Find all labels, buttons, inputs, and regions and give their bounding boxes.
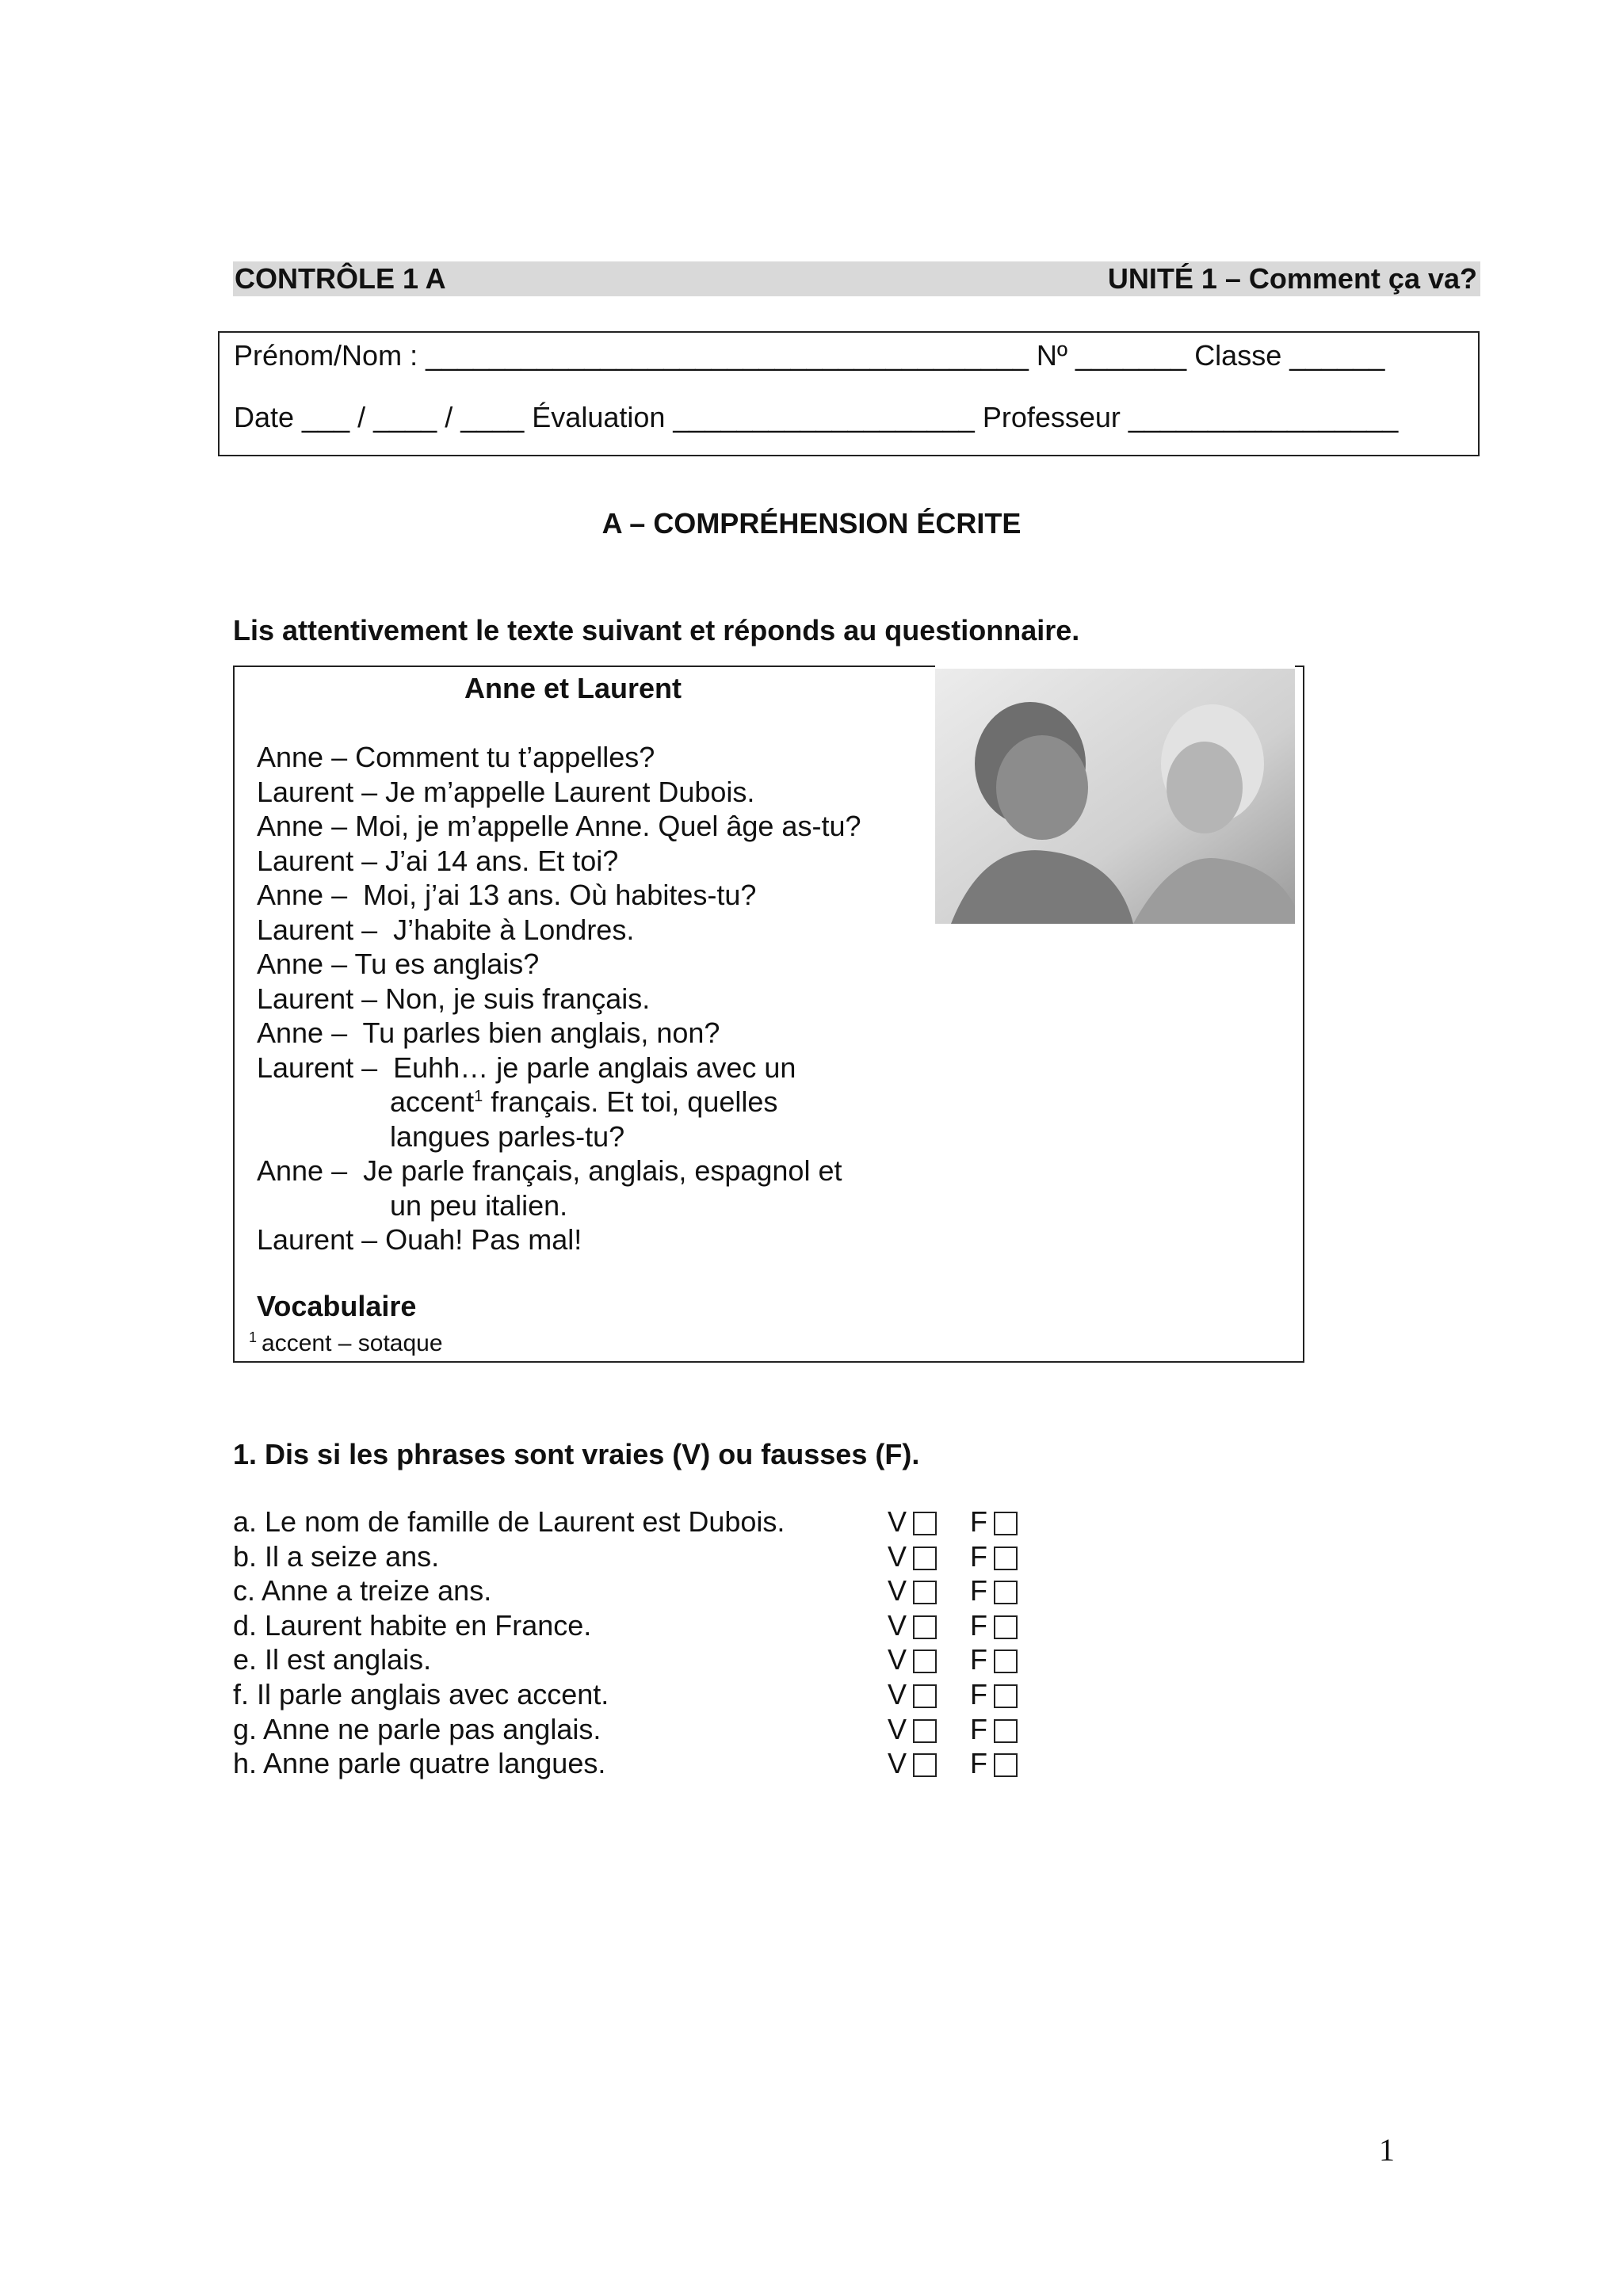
dialogue-line: Anne – Moi, j’ai 13 ans. Où habites-tu? xyxy=(257,879,757,911)
f-label: F xyxy=(970,1643,987,1676)
reading-text-box xyxy=(233,666,1304,1363)
true-option xyxy=(888,1609,937,1642)
v-label: V xyxy=(888,1505,907,1538)
unit-title: UNITÉ 1 – Comment ça va? xyxy=(1107,262,1477,295)
false-checkbox[interactable] xyxy=(994,1684,1018,1708)
test-title: CONTRÔLE 1 A xyxy=(235,262,446,295)
question-text: g. Anne ne parle pas anglais. xyxy=(233,1712,601,1745)
false-option xyxy=(970,1609,1018,1642)
f-label: F xyxy=(970,1608,987,1642)
date-line: Date ___ / ____ / ____ Évaluation ___________________ Professeur _________________ xyxy=(234,401,1399,433)
false-checkbox[interactable] xyxy=(994,1512,1018,1535)
dialogue-line: Laurent – J’habite à Londres. xyxy=(257,913,635,946)
question-text: h. Anne parle quatre langues. xyxy=(233,1747,606,1780)
v-label: V xyxy=(888,1539,907,1573)
instruction: Lis attentivement le texte suivant et réponds au questionnaire. xyxy=(233,614,1080,646)
v-label: V xyxy=(888,1608,907,1642)
dialogue xyxy=(257,740,861,1257)
true-option xyxy=(888,1574,937,1608)
page-number: 1 xyxy=(1379,2132,1395,2168)
dialogue-line: Laurent – Euhh… je parle anglais avec un xyxy=(257,1051,796,1084)
true-option xyxy=(888,1540,937,1573)
true-checkbox[interactable] xyxy=(913,1753,937,1777)
dialogue-line: langues parles-tu? xyxy=(390,1119,625,1153)
dialogue-line: Anne – Comment tu t’appelles? xyxy=(257,741,655,773)
true-option xyxy=(888,1713,937,1746)
true-option xyxy=(888,1505,937,1539)
v-label: V xyxy=(888,1677,907,1711)
true-option xyxy=(888,1747,937,1780)
true-option xyxy=(888,1678,937,1711)
dialogue-line: accent$^1$ français. Et toi, quelles xyxy=(390,1085,778,1118)
question-text: f. Il parle anglais avec accent. xyxy=(233,1677,609,1711)
f-label: F xyxy=(970,1677,987,1711)
question-text: c. Anne a treize ans. xyxy=(233,1574,492,1608)
false-option xyxy=(970,1540,1018,1573)
v-label: V xyxy=(888,1574,907,1608)
false-option xyxy=(970,1574,1018,1608)
reading-title: Anne et Laurent xyxy=(464,672,682,704)
dialogue-line: Anne – Moi, je m’appelle Anne. Quel âge as-tu? xyxy=(257,810,861,842)
question-text: a. Le nom de famille de Laurent est Dubois. xyxy=(233,1505,785,1538)
v-label: V xyxy=(888,1712,907,1745)
false-checkbox[interactable] xyxy=(994,1581,1018,1604)
false-option xyxy=(970,1747,1018,1780)
true-checkbox[interactable] xyxy=(913,1719,937,1743)
true-option xyxy=(888,1643,937,1676)
vocab-title: Vocabulaire xyxy=(257,1290,417,1322)
dialogue-line: Anne – Je parle français, anglais, espagnol et xyxy=(257,1154,842,1187)
false-option xyxy=(970,1643,1018,1676)
false-checkbox[interactable] xyxy=(994,1547,1018,1570)
false-checkbox[interactable] xyxy=(994,1615,1018,1639)
name-line: Prénom/Nom : ______________________________________ Nº _______ Classe ______ xyxy=(234,339,1385,372)
f-label: F xyxy=(970,1747,987,1780)
f-label: F xyxy=(970,1539,987,1573)
dialogue-line: Anne – Tu parles bien anglais, non? xyxy=(257,1016,720,1049)
vocab-note: $^1$ accent – sotaque xyxy=(249,1329,443,1356)
dialogue-line: Anne – Tu es anglais? xyxy=(257,948,540,980)
footnote-ref: 1 xyxy=(474,1088,483,1105)
question-1-title: 1. Dis si les phrases sont vraies (V) ou fausses (F). xyxy=(233,1438,920,1470)
v-label: V xyxy=(888,1747,907,1780)
f-label: F xyxy=(970,1712,987,1745)
false-option xyxy=(970,1713,1018,1746)
dialogue-line: Laurent – Non, je suis français. xyxy=(257,982,651,1015)
false-option xyxy=(970,1505,1018,1539)
false-checkbox[interactable] xyxy=(994,1719,1018,1743)
true-checkbox[interactable] xyxy=(913,1650,937,1673)
v-label: V xyxy=(888,1643,907,1676)
f-label: F xyxy=(970,1574,987,1608)
false-option xyxy=(970,1678,1018,1711)
false-checkbox[interactable] xyxy=(994,1650,1018,1673)
true-checkbox[interactable] xyxy=(913,1581,937,1604)
question-text: d. Laurent habite en France. xyxy=(233,1608,592,1642)
question-text: e. Il est anglais. xyxy=(233,1643,432,1676)
true-checkbox[interactable] xyxy=(913,1615,937,1639)
false-checkbox[interactable] xyxy=(994,1753,1018,1777)
header-bar xyxy=(233,261,1480,296)
dialogue-line: Laurent – Ouah! Pas mal! xyxy=(257,1223,582,1256)
true-checkbox[interactable] xyxy=(913,1684,937,1708)
true-checkbox[interactable] xyxy=(913,1512,937,1535)
dialogue-line: Laurent – Je m’appelle Laurent Dubois. xyxy=(257,775,755,808)
f-label: F xyxy=(970,1505,987,1538)
section-title: A – COMPRÉHENSION ÉCRITE xyxy=(601,507,1022,540)
photo-icon xyxy=(935,669,1295,924)
question-text: b. Il a seize ans. xyxy=(233,1539,440,1573)
true-checkbox[interactable] xyxy=(913,1547,937,1570)
photo-illustration xyxy=(935,669,1295,924)
student-info-box xyxy=(218,331,1480,456)
dialogue-line: un peu italien. xyxy=(390,1188,568,1222)
dialogue-line: Laurent – J’ai 14 ans. Et toi? xyxy=(257,844,619,877)
